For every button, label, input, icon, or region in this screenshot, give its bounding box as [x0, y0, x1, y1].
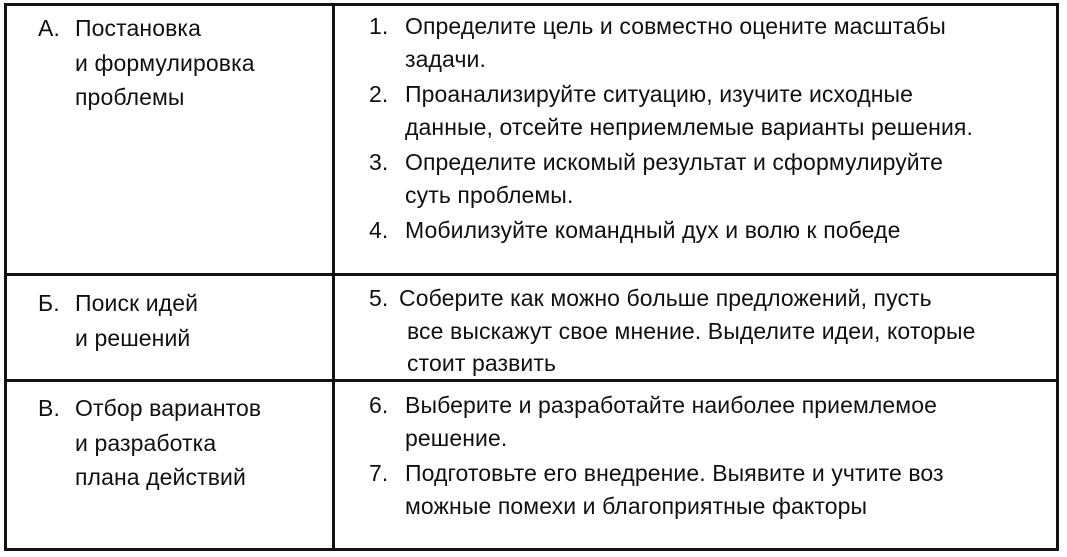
- step-text-line: можные помехи и благоприятные факторы: [405, 492, 868, 519]
- stage-title: [75, 11, 255, 115]
- step-item: [369, 146, 973, 211]
- stage-title: [75, 391, 261, 495]
- stage-title-line: Отбор вариантов: [75, 395, 262, 421]
- step-number: 7.: [369, 460, 389, 486]
- step-item: [369, 389, 944, 454]
- step-text-line: все выскажут свое мнение. Выделите идеи, которые: [407, 317, 976, 344]
- step-text-line: задачи.: [405, 45, 486, 72]
- stage-title-line: Поиск идей: [75, 290, 199, 316]
- step-number: 2.: [369, 81, 389, 107]
- stage-title-line: и разработка: [75, 429, 217, 456]
- stage-a-cell: [38, 11, 255, 115]
- step-text-line: решение.: [405, 424, 508, 451]
- step-item: [369, 214, 973, 247]
- step-item: [369, 78, 973, 143]
- step-item: [369, 10, 973, 75]
- stage-c-steps: [369, 389, 944, 525]
- column-divider: [332, 6, 335, 548]
- stage-title: [75, 286, 198, 355]
- stage-c-cell: [38, 391, 261, 495]
- stage-title-line: и решений: [75, 324, 191, 351]
- stage-title-line: плана действий: [75, 464, 246, 490]
- stage-title-line: проблемы: [75, 84, 185, 110]
- step-number: 3.: [369, 149, 389, 175]
- step-text-line: данные, отсейте неприемлемые варианты решения.: [405, 113, 973, 140]
- stage-letter: В.: [38, 395, 60, 421]
- step-text-line: Проанализируйте ситуацию, изучите исходные: [405, 81, 914, 107]
- step-number: 1.: [369, 13, 389, 39]
- step-item: [369, 282, 976, 380]
- step-text-line: Определите цель и совместно оцените масштабы: [405, 13, 946, 39]
- step-text-line: Мобилизуйте командный дух и волю к победе: [405, 217, 901, 243]
- stage-title-line: Постановка: [75, 15, 201, 41]
- step-number: 6.: [369, 392, 389, 418]
- step-text-line: суть проблемы.: [405, 181, 574, 208]
- stage-letter: Б.: [38, 290, 60, 316]
- step-number: 5.: [369, 285, 389, 311]
- stage-b-cell: [38, 286, 198, 355]
- step-text-line: Подготовьте его внедрение. Выявите и учтите воз: [405, 460, 944, 486]
- step-text-line: Определите искомый результат и сформулируйте: [405, 149, 944, 175]
- step-text-line: стоит развить: [407, 350, 557, 376]
- stage-a-steps: [369, 10, 973, 250]
- step-item: [369, 457, 944, 522]
- stage-title-line: и формулировка: [75, 49, 255, 76]
- stage-letter: А.: [38, 15, 60, 41]
- step-number: 4.: [369, 217, 389, 243]
- stage-b-steps: [369, 282, 976, 383]
- step-text-line: Выберите и разработайте наиболее приемлемое: [405, 392, 937, 418]
- step-text-line: Соберите как можно больше предложений, пусть: [399, 285, 932, 311]
- row-divider-1: [7, 273, 1056, 276]
